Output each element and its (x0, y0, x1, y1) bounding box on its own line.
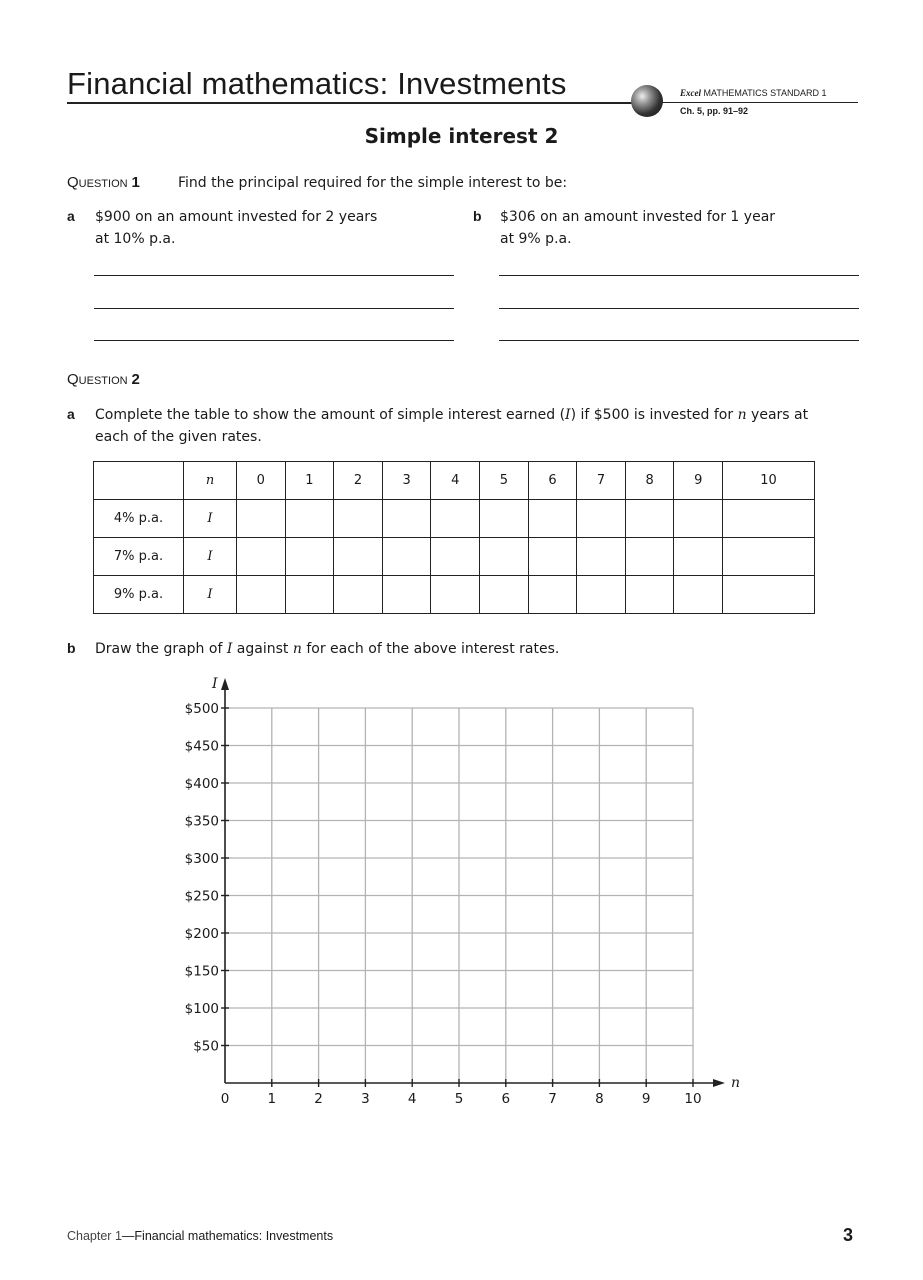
q1-label-rest: UESTION (78, 178, 128, 190)
q1-b-line1: $306 on an amount invested for 1 year (500, 209, 776, 225)
q2-part-b-letter: b (67, 640, 76, 656)
answer-cell[interactable] (625, 538, 674, 576)
x-tick-label: 10 (684, 1091, 702, 1107)
footer-section: Financial mathematics: Investments (134, 1229, 334, 1243)
answer-line[interactable] (499, 308, 859, 309)
answer-cell[interactable] (334, 576, 383, 614)
answer-cell[interactable] (334, 538, 383, 576)
blank-graph-grid[interactable] (0, 660, 923, 1120)
footer-chapter (67, 1229, 333, 1243)
x-tick-label: 6 (501, 1091, 511, 1107)
answer-cell[interactable] (528, 576, 577, 614)
x-axis-label: n (731, 1075, 741, 1091)
answer-cell[interactable] (674, 500, 723, 538)
answer-line[interactable] (499, 340, 859, 341)
answer-cell[interactable] (674, 576, 723, 614)
answer-cell[interactable] (480, 576, 529, 614)
q1-number: 1 (131, 174, 140, 191)
q2-part-a-letter: a (67, 406, 75, 422)
q1-b-line2: at 9% p.a. (500, 231, 572, 247)
table-header-row (94, 462, 815, 500)
y-tick-label: $400 (184, 776, 219, 792)
y-tick-label: $350 (184, 813, 219, 830)
table-row (94, 576, 815, 614)
x-tick-label: 4 (407, 1091, 417, 1107)
y-tick-label: $150 (184, 963, 219, 980)
q1-a-line1: $900 on an amount invested for 2 years (95, 209, 378, 225)
q2-a-var-i: I (565, 407, 571, 423)
answer-cell[interactable] (528, 500, 577, 538)
q2-part-a-text (95, 404, 855, 448)
y-tick-label: $50 (193, 1038, 219, 1055)
table-corner-cell (94, 462, 184, 500)
q2-label-first: Q (67, 371, 79, 388)
y-axis-label: I (212, 676, 218, 692)
interest-symbol-cell: I (184, 500, 237, 538)
table-row (94, 500, 815, 538)
q2-label-rest: UESTION (78, 375, 128, 387)
answer-cell[interactable] (237, 576, 286, 614)
n-value-cell: 1 (285, 462, 334, 500)
q2-a-var-n: n (737, 407, 747, 423)
rate-cell: 9% p.a. (94, 576, 184, 614)
pages-reference: Ch. 5, pp. 91–92 (680, 106, 749, 116)
q1-part-b-text (500, 206, 775, 250)
q2-b-var-i: I (226, 641, 233, 657)
answer-cell[interactable] (431, 500, 480, 538)
answer-cell[interactable] (625, 576, 674, 614)
answer-cell[interactable] (577, 500, 626, 538)
answer-cell[interactable] (528, 538, 577, 576)
y-tick-label: $300 (184, 851, 219, 867)
q2-b-mid: against (232, 641, 293, 657)
q2-b-post: for each of the above interest rates. (301, 641, 560, 657)
q2-a-line2: each of the given rates. (95, 429, 262, 445)
n-value-cell: 10 (723, 462, 815, 500)
x-tick-label: 2 (314, 1091, 323, 1107)
y-tick-label: $100 (184, 1001, 219, 1017)
interest-table (93, 461, 815, 614)
footer-chapter-number: Chapter 1 (67, 1229, 122, 1243)
header-divider-right (662, 102, 858, 103)
series-brand: Excel (680, 88, 701, 98)
y-tick-label: $450 (184, 738, 219, 755)
n-value-cell: 7 (577, 462, 626, 500)
q2-b-pre: Draw the graph of (95, 641, 227, 657)
n-header-cell: n (184, 462, 237, 500)
answer-line[interactable] (94, 340, 454, 341)
answer-cell[interactable] (334, 500, 383, 538)
q1-label-first: Q (67, 174, 79, 191)
rate-cell: 4% p.a. (94, 500, 184, 538)
n-value-cell: 3 (382, 462, 431, 500)
section-subtitle: Simple interest 2 (364, 124, 559, 148)
table-row (94, 538, 815, 576)
series-label (680, 88, 827, 98)
series-name: MATHEMATICS STANDARD 1 (703, 88, 827, 98)
n-value-cell: 8 (625, 462, 674, 500)
n-value-cell: 0 (237, 462, 286, 500)
y-tick-label: $200 (184, 926, 219, 942)
x-tick-label: 0 (220, 1091, 230, 1107)
answer-cell[interactable] (285, 500, 334, 538)
answer-cell[interactable] (431, 576, 480, 614)
q2-a-pre: Complete the table to show the amount of simple interest earned ( (95, 407, 566, 423)
q2-number: 2 (131, 371, 140, 388)
q2-part-b-text (95, 638, 559, 660)
rate-cell: 7% p.a. (94, 538, 184, 576)
n-value-cell: 4 (431, 462, 480, 500)
footer-dash: — (121, 1229, 135, 1243)
answer-cell[interactable] (577, 576, 626, 614)
question-1-prompt: Find the principal required for the simple interest to be: (178, 175, 568, 191)
answer-cell[interactable] (382, 538, 431, 576)
header-divider (67, 102, 632, 104)
question-2-label (67, 371, 140, 388)
n-value-cell: 5 (480, 462, 529, 500)
answer-cell[interactable] (237, 500, 286, 538)
answer-cell[interactable] (480, 538, 529, 576)
n-value-cell: 6 (528, 462, 577, 500)
answer-cell[interactable] (577, 538, 626, 576)
answer-cell[interactable] (285, 576, 334, 614)
answer-cell[interactable] (431, 538, 480, 576)
answer-line[interactable] (499, 275, 859, 276)
answer-cell[interactable] (480, 500, 529, 538)
x-tick-label: 9 (641, 1091, 651, 1107)
y-tick-label: $250 (184, 888, 219, 905)
x-tick-label: 8 (595, 1091, 604, 1107)
answer-cell[interactable] (723, 576, 815, 614)
x-tick-label: 1 (267, 1091, 277, 1107)
answer-cell[interactable] (723, 500, 815, 538)
x-tick-label: 5 (454, 1091, 464, 1107)
answer-cell[interactable] (237, 538, 286, 576)
q2-b-var-n: n (292, 641, 302, 657)
answer-cell[interactable] (285, 538, 334, 576)
answer-cell[interactable] (723, 538, 815, 576)
q2-a-post: years at (746, 407, 809, 423)
q1-a-line2: at 10% p.a. (95, 231, 176, 247)
page-title: Financial mathematics: Investments (67, 66, 567, 101)
question-1-label (67, 174, 140, 191)
answer-line[interactable] (94, 275, 454, 276)
answer-cell[interactable] (674, 538, 723, 576)
answer-line[interactable] (94, 308, 454, 309)
y-tick-label: $500 (184, 701, 219, 717)
answer-cell[interactable] (382, 500, 431, 538)
q1-part-b-letter: b (473, 208, 482, 224)
q2-a-mid: ) if $500 is invested for (570, 407, 738, 423)
page-number: 3 (843, 1225, 854, 1245)
interest-symbol-cell: I (184, 576, 237, 614)
answer-cell[interactable] (625, 500, 674, 538)
x-axis-arrow-icon (713, 1079, 725, 1087)
q1-part-a-text (95, 206, 377, 250)
y-axis-arrow-icon (221, 678, 229, 690)
n-value-cell: 9 (674, 462, 723, 500)
n-value-cell: 2 (334, 462, 383, 500)
x-tick-label: 7 (548, 1091, 557, 1107)
answer-cell[interactable] (382, 576, 431, 614)
interest-symbol-cell: I (184, 538, 237, 576)
x-tick-label: 3 (361, 1091, 370, 1107)
q1-part-a-letter: a (67, 208, 75, 224)
sphere-logo-icon (631, 85, 663, 117)
